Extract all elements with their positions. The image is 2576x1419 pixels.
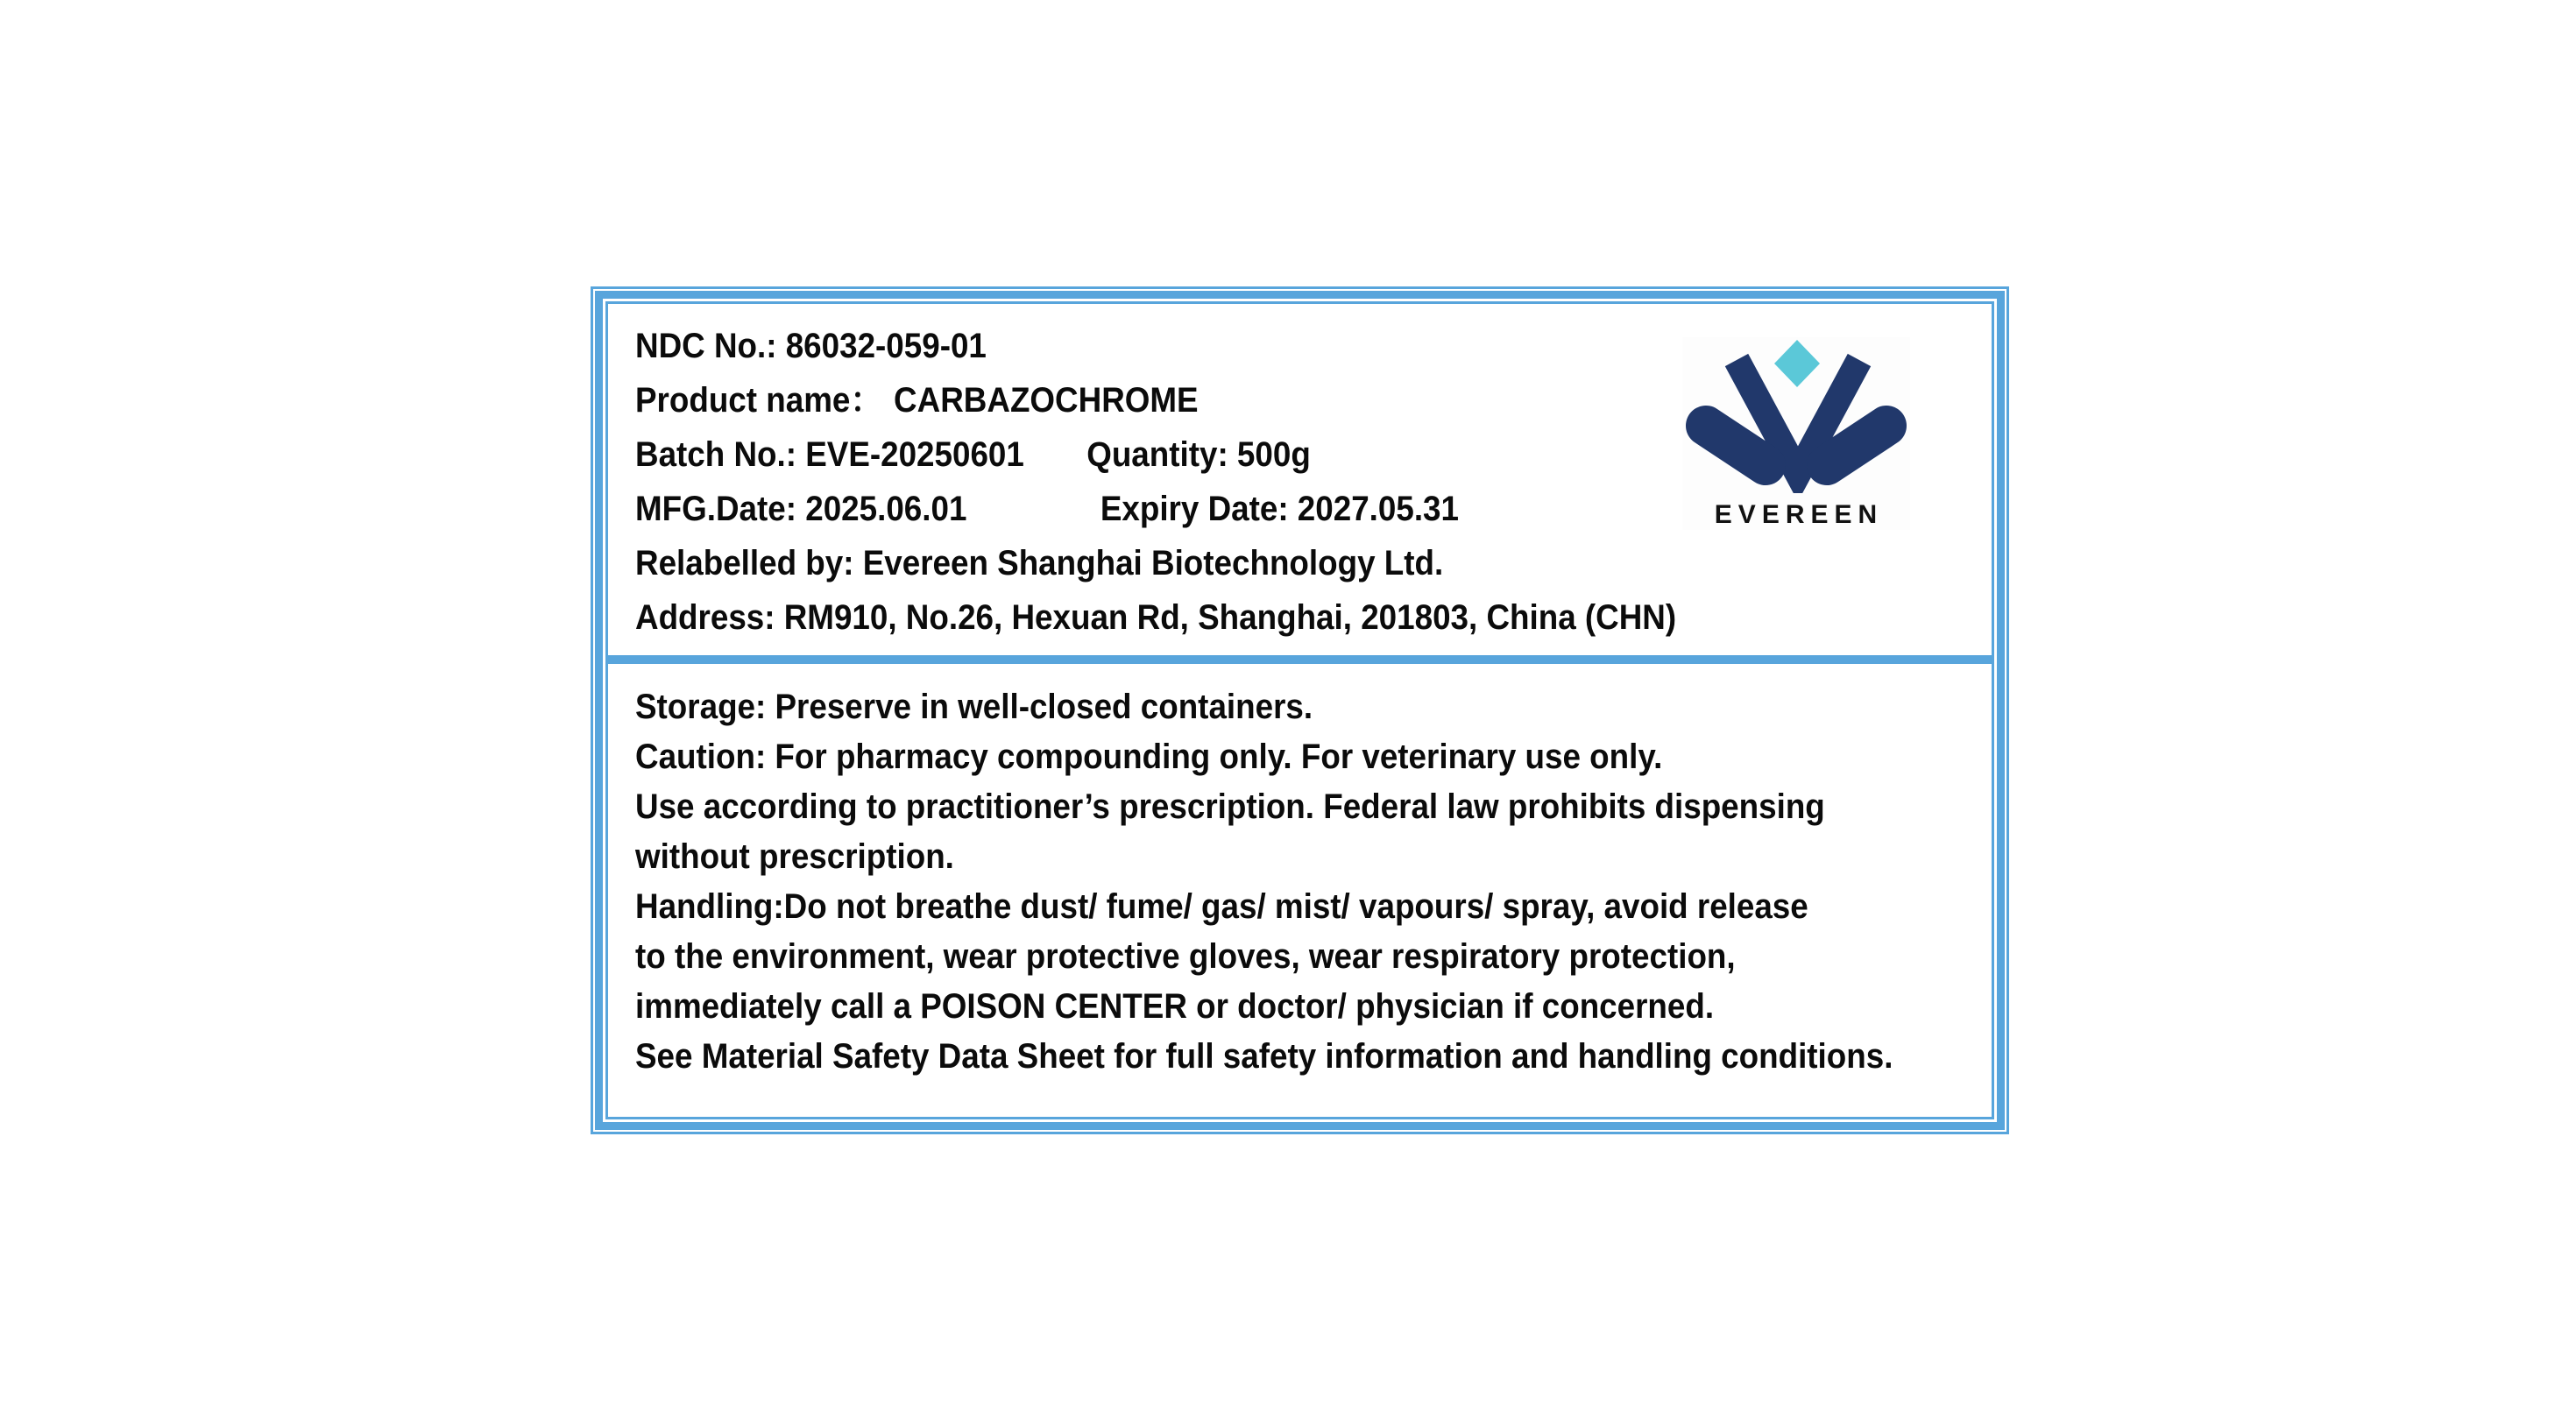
evereen-logo-mark <box>1682 337 1910 493</box>
expiry-date: Expiry Date: 2027.05.31 <box>1100 490 1459 528</box>
product-label <box>591 286 2009 1134</box>
handling-line-3: immediately call a POISON CENTER or doctor/ physician if concerned. <box>635 987 1715 1026</box>
msds-line: See Material Safety Data Sheet for full safety information and handling conditions. <box>635 1037 1893 1076</box>
mfg-date: MFG.Date: 2025.06.01 <box>635 490 967 528</box>
address: Address: RM910, No.26, Hexuan Rd, Shanghai, 201803, China (CHN) <box>635 598 1677 637</box>
logo-left-petal-icon <box>1706 426 1766 465</box>
product-name-label: Product name： <box>635 381 883 420</box>
prescription-line-2: without prescription. <box>635 837 954 876</box>
relabelled-by: Relabelled by: Evereen Shanghai Biotechnology Ltd. <box>635 544 1444 582</box>
logo-right-petal-icon <box>1827 426 1886 465</box>
label-frame-inner-border <box>605 301 1994 1119</box>
quantity: Quantity: 500g <box>1086 435 1311 474</box>
label-frame-middle-border <box>595 291 2005 1130</box>
ndc-number: NDC No.: 86032-059-01 <box>635 327 987 365</box>
section-divider <box>608 655 1992 664</box>
product-name-value: CARBAZOCHROME <box>894 381 1199 420</box>
handling-line-2: to the environment, wear protective gloves, wear respiratory protection, <box>635 937 1736 976</box>
evereen-brand-name: EVEREEN <box>1714 500 1884 529</box>
batch-number: Batch No.: EVE-20250601 <box>635 435 1024 474</box>
product-info-section <box>608 304 1992 655</box>
storage-line: Storage: Preserve in well-closed containers. <box>635 688 1313 726</box>
evereen-logo <box>1682 337 1910 530</box>
caution-line: Caution: For pharmacy compounding only. For veterinary use only. <box>635 738 1663 776</box>
handling-line-1: Handling:Do not breathe dust/ fume/ gas/ mist/ vapours/ spray, avoid release <box>635 887 1808 926</box>
safety-info-section <box>608 664 1992 1117</box>
prescription-line-1: Use according to practitioner’s prescription. Federal law prohibits dispensing <box>635 787 1825 826</box>
logo-diamond-icon <box>1774 340 1820 387</box>
